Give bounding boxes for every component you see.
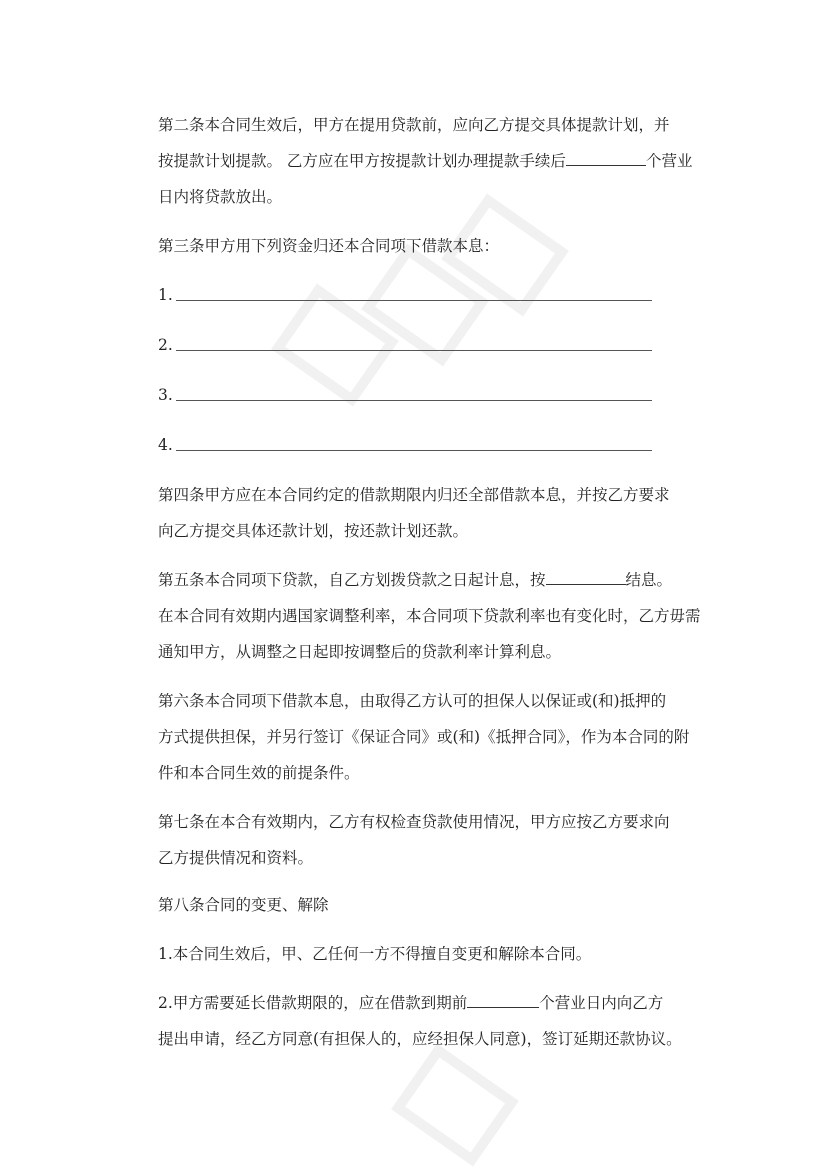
art4-line1: 第四条甲方应在本合同约定的借款期限内归还全部借款本息，并按乙方要求 bbox=[158, 486, 670, 504]
art2-line2 bbox=[158, 143, 693, 179]
repay-source-num-4: 4. bbox=[158, 436, 173, 454]
art5-line2: 在本合同有效期内遇国家调整利率，本合同项下贷款利率也有变化时，乙方毋需 bbox=[158, 607, 701, 625]
repay-source-rule-3 bbox=[176, 400, 652, 401]
art6-line3: 件和本合同生效的前提条件。 bbox=[158, 764, 360, 782]
art5-line1-tail: 结息。 bbox=[625, 571, 673, 589]
repay-source-num-1: 1. bbox=[158, 286, 173, 304]
art8-item2-line2: 提出申请，经乙方同意(有担保人的，应经担保人同意)，签订延期还款协议。 bbox=[158, 1030, 682, 1048]
art8-title: 第八条合同的变更、解除 bbox=[158, 896, 329, 914]
repay-source-line-1[interactable] bbox=[158, 283, 173, 307]
repay-source-line-2[interactable] bbox=[158, 333, 173, 357]
art8-item1: 1.本合同生效后，甲、乙任何一方不得擅自变更和解除本合同。 bbox=[158, 945, 592, 963]
repay-source-rule-2 bbox=[176, 350, 652, 351]
repay-source-num-2: 2. bbox=[158, 336, 173, 354]
art7-line1: 第七条在本合有效期内，乙方有权检查贷款使用情况，甲方应按乙方要求向 bbox=[158, 813, 670, 831]
settlement-blank[interactable] bbox=[546, 566, 626, 585]
art2-line2-text: 按提款计划提款。 乙方应在甲方按提款计划办理提款手续后 bbox=[158, 152, 566, 170]
extension-days-blank[interactable] bbox=[467, 989, 539, 1008]
art5-line3: 通知甲方，从调整之日起即按调整后的贷款利率计算利息。 bbox=[158, 643, 562, 661]
art2-line3: 日内将贷款放出。 bbox=[158, 188, 283, 206]
art3-heading: 第三条甲方用下列资金归还本合同项下借款本息： bbox=[158, 237, 500, 255]
art4-line2: 向乙方提交具体还款计划，按还款计划还款。 bbox=[158, 522, 469, 540]
art6-line2: 方式提供担保，并另行签订《保证合同》或(和)《抵押合同》，作为本合同的附 bbox=[158, 728, 690, 746]
days-blank[interactable] bbox=[566, 147, 646, 166]
repay-source-num-3: 3. bbox=[158, 386, 173, 404]
art8-item2-text: 2.甲方需要延长借款期限的，应在借款到期前 bbox=[158, 994, 468, 1012]
repay-source-line-4[interactable] bbox=[158, 433, 173, 457]
repay-source-rule-4 bbox=[176, 450, 652, 451]
art5-line1 bbox=[158, 562, 678, 598]
repay-source-line-3[interactable] bbox=[158, 383, 173, 407]
art5-line1-text: 第五条本合同项下贷款，自乙方划拨贷款之日起计息，按 bbox=[158, 571, 546, 589]
art8-item2-tail: 个营业日内向乙方 bbox=[539, 994, 664, 1012]
art7-line2: 乙方提供情况和资料。 bbox=[158, 849, 314, 867]
repay-source-rule-1 bbox=[176, 300, 652, 301]
art2-line1: 第二条本合同生效后，甲方在提用贷款前，应向乙方提交具体提款计划，并 bbox=[158, 116, 670, 134]
art8-item2-line1 bbox=[158, 985, 678, 1021]
art2-line2-tail: 个营业 bbox=[645, 152, 693, 170]
art6-line1: 第六条本合同项下借款本息，由取得乙方认可的担保人以保证或(和)抵押的 bbox=[158, 692, 667, 710]
